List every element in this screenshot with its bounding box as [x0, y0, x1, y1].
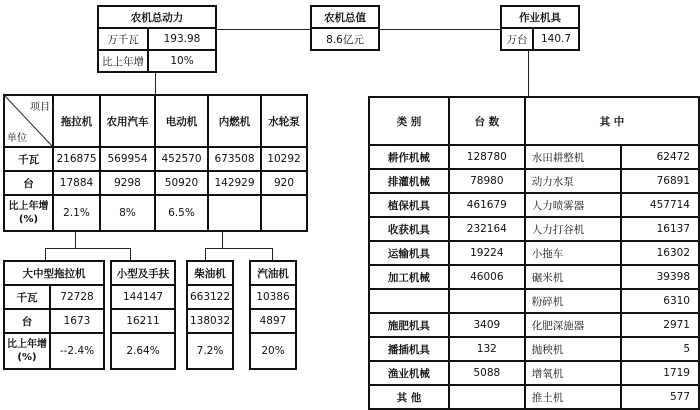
- table-cell: 6.5%: [155, 195, 208, 231]
- machines-unit: 万台: [501, 28, 533, 50]
- large-tractor-title: 大中型拖拉机: [4, 261, 104, 285]
- machines-title: 作业机具: [501, 6, 579, 28]
- large-tractor-kw: 72728: [50, 285, 104, 309]
- cell-count: 3409: [449, 313, 525, 337]
- corner-top-label: 项目: [30, 102, 50, 113]
- small-tractor-table: [110, 260, 176, 370]
- cell-count: [449, 385, 525, 409]
- table-cell: 17884: [53, 171, 100, 195]
- table-cell: 673508: [208, 147, 261, 171]
- connector-power-down: [155, 70, 156, 94]
- table-cell: 142929: [208, 171, 261, 195]
- cell-sub: 人力打谷机: [525, 217, 621, 241]
- row-label: 千瓦: [4, 285, 50, 309]
- table-cell: 2.1%: [53, 195, 100, 231]
- row-label: 比上年增(%): [4, 333, 50, 369]
- col-header: 拖拉机: [53, 95, 100, 147]
- cell-cat: 收获机具: [369, 217, 449, 241]
- machines-box: [500, 5, 580, 51]
- table-cell: 216875: [53, 147, 100, 171]
- large-tractor-table: [3, 260, 105, 370]
- header-category: 类 别: [369, 97, 449, 145]
- cell-cat: 渔业机械: [369, 361, 449, 385]
- small-tractor-units: 16211: [111, 309, 175, 333]
- gasoline-units: 4897: [250, 309, 296, 333]
- cell-sub_count: 1719: [621, 361, 699, 385]
- small-tractor-kw: 144147: [111, 285, 175, 309]
- diesel-kw: 663122: [187, 285, 233, 309]
- table-cell: 9298: [100, 171, 155, 195]
- cell-cat: 其 他: [369, 385, 449, 409]
- cell-sub: 抛秧机: [525, 337, 621, 361]
- gasoline-engine-table: [249, 260, 297, 370]
- large-tractor-growth: --2.4%: [50, 333, 104, 369]
- cell-sub: 粉碎机: [525, 289, 621, 313]
- total-value-box: [310, 5, 380, 51]
- cell-cat: 植保机具: [369, 193, 449, 217]
- machinery-category-table: [368, 96, 700, 410]
- table-corner: [4, 95, 53, 147]
- total-value-value: 8.6亿元: [311, 28, 379, 50]
- table-row: [369, 241, 699, 265]
- cell-cat: 加工机械: [369, 265, 449, 289]
- cell-count: 132: [449, 337, 525, 361]
- table-cell: 10292: [261, 147, 307, 171]
- total-power-growth-label: 比上年增: [98, 50, 148, 72]
- diesel-title: 柴油机: [187, 261, 233, 285]
- diesel-engine-table: [186, 260, 234, 370]
- col-header: 电动机: [155, 95, 208, 147]
- cell-count: 128780: [449, 145, 525, 169]
- row-label: 台: [4, 171, 53, 195]
- table-cell: 920: [261, 171, 307, 195]
- table-cell: 8%: [100, 195, 155, 231]
- machines-value: 140.7: [533, 28, 579, 50]
- cell-cat: 运输机具: [369, 241, 449, 265]
- total-power-growth-value: 10%: [148, 50, 216, 72]
- cell-cat: 播插机具: [369, 337, 449, 361]
- cell-sub_count: 62472: [621, 145, 699, 169]
- cell-sub_count: 457714: [621, 193, 699, 217]
- cell-sub: 推土机: [525, 385, 621, 409]
- table-row: [369, 217, 699, 241]
- cell-cat: [369, 289, 449, 313]
- cell-count: 461679: [449, 193, 525, 217]
- cell-count: 78980: [449, 169, 525, 193]
- header-detail: 其 中: [525, 97, 699, 145]
- cell-cat: 施肥机具: [369, 313, 449, 337]
- table-row: [369, 385, 699, 409]
- cell-sub: 增氧机: [525, 361, 621, 385]
- corner-bottom-label: 单位: [7, 133, 27, 144]
- table-cell: 50920: [155, 171, 208, 195]
- row-label: 千瓦: [4, 147, 53, 171]
- table-cell: [261, 195, 307, 231]
- cell-sub_count: 16302: [621, 241, 699, 265]
- connector-tractor-branch-left: [45, 248, 46, 260]
- table-row: [369, 265, 699, 289]
- table-row: [369, 337, 699, 361]
- gasoline-growth: 20%: [250, 333, 296, 369]
- small-tractor-growth: 2.64%: [111, 333, 175, 369]
- cell-sub: 动力水泵: [525, 169, 621, 193]
- table-row: [369, 193, 699, 217]
- table-cell: 569954: [100, 147, 155, 171]
- cell-count: 46006: [449, 265, 525, 289]
- col-header: 农用汽车: [100, 95, 155, 147]
- small-tractor-title: 小型及手扶: [111, 261, 175, 285]
- cell-sub_count: 16137: [621, 217, 699, 241]
- total-value-title: 农机总值: [311, 6, 379, 28]
- row-label: 比上年增(%): [4, 195, 53, 231]
- cell-sub_count: 2971: [621, 313, 699, 337]
- cell-count: [449, 289, 525, 313]
- diesel-units: 138032: [187, 309, 233, 333]
- cell-sub_count: 5: [621, 337, 699, 361]
- cell-cat: 排灌机械: [369, 169, 449, 193]
- total-power-title: 农机总动力: [98, 6, 216, 28]
- total-power-value: 193.98: [148, 28, 216, 50]
- power-breakdown-table: [3, 94, 308, 232]
- table-row: [369, 361, 699, 385]
- table-row: [369, 289, 699, 313]
- table-cell: 452570: [155, 147, 208, 171]
- total-power-unit: 万千瓦: [98, 28, 148, 50]
- connector-machines-down: [528, 48, 529, 96]
- table-row: [369, 169, 699, 193]
- cell-sub_count: 577: [621, 385, 699, 409]
- table-cell: [208, 195, 261, 231]
- connector-tractor-branch: [45, 248, 130, 249]
- connector-engine-branch-left: [205, 248, 206, 260]
- header-count: 台 数: [449, 97, 525, 145]
- row-label: 台: [4, 309, 50, 333]
- table-row: [369, 145, 699, 169]
- cell-sub: 化肥深施器: [525, 313, 621, 337]
- cell-cat: 耕作机械: [369, 145, 449, 169]
- large-tractor-units: 1673: [50, 309, 104, 333]
- cell-count: 5088: [449, 361, 525, 385]
- connector-engine-branch-right: [272, 248, 273, 260]
- gasoline-title: 汽油机: [250, 261, 296, 285]
- cell-sub_count: 76891: [621, 169, 699, 193]
- cell-sub_count: 39398: [621, 265, 699, 289]
- connector-engine-branch: [205, 248, 272, 249]
- col-header: 内燃机: [208, 95, 261, 147]
- table-row: [369, 313, 699, 337]
- cell-count: 19224: [449, 241, 525, 265]
- cell-sub: 水田耕整机: [525, 145, 621, 169]
- total-power-box: [97, 5, 217, 73]
- cell-sub: 小拖车: [525, 241, 621, 265]
- diesel-growth: 7.2%: [187, 333, 233, 369]
- cell-sub: 碾米机: [525, 265, 621, 289]
- cell-count: 232164: [449, 217, 525, 241]
- gasoline-kw: 10386: [250, 285, 296, 309]
- connector-tractor-branch-right: [130, 248, 131, 260]
- cell-sub_count: 6310: [621, 289, 699, 313]
- cell-sub: 人力喷雾器: [525, 193, 621, 217]
- col-header: 水轮泵: [261, 95, 307, 147]
